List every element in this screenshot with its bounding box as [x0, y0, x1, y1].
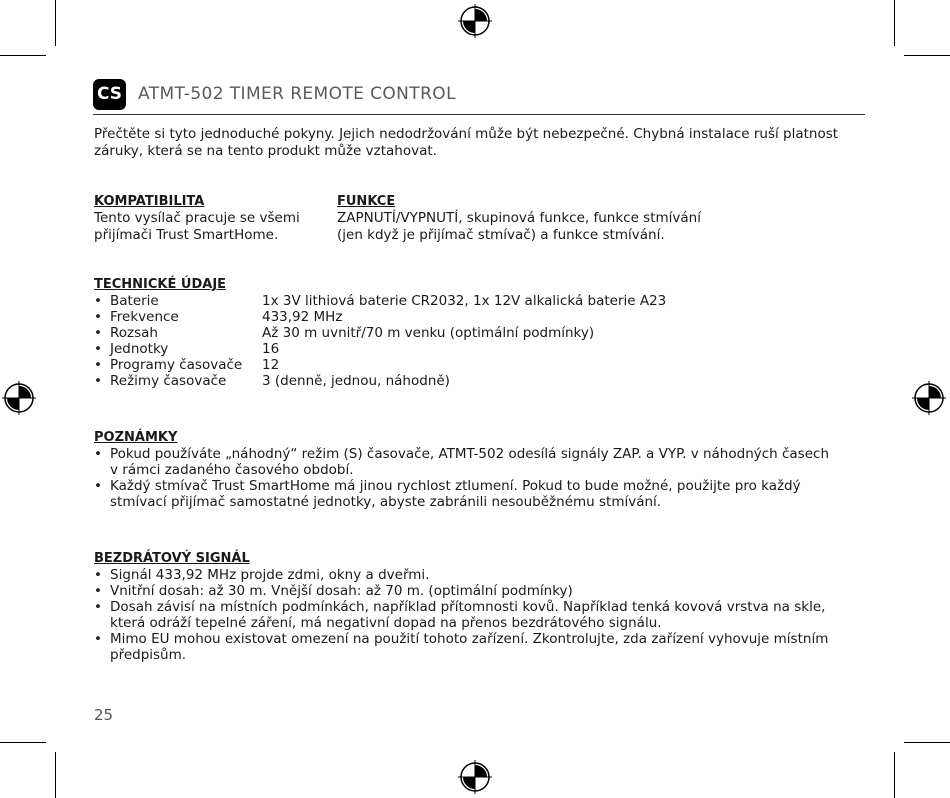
page-number: 25 [94, 706, 114, 724]
specs-list [94, 293, 667, 389]
wireless-list [94, 567, 834, 663]
spec-item [94, 293, 667, 309]
registration-mark-icon [912, 381, 946, 415]
spec-label: Baterie [110, 293, 159, 309]
functions-text [337, 210, 701, 243]
wireless-item: • Dosah závisí na místních podmínkách, například přítomnosti kovů. Například tenká kovová vrstva na skle, která odráží tepelné záření, má negativní dopad na přenos bezdrátového signálu. [94, 599, 834, 631]
wireless-item: • Vnitřní dosah: až 30 m. Vnější dosah: až 70 m. (optimální podmínky) [94, 583, 834, 599]
document-title: ATMT-502 TIMER REMOTE CONTROL [138, 84, 456, 104]
registration-mark-icon [458, 4, 492, 38]
registration-mark-icon [458, 760, 492, 794]
wireless-item: • Mimo EU mohou existovat omezení na použití tohoto zařízení. Zkontrolujte, zda zařízení vyhovuje místním předpisům. [94, 631, 834, 663]
spec-item [94, 325, 595, 341]
specs-heading: TECHNICKÉ ÚDAJE [94, 277, 227, 292]
crop-mark-top-left-vertical [55, 0, 56, 46]
registration-mark-icon [2, 381, 36, 415]
language-badge: CS [93, 79, 126, 110]
compatibility-text [94, 210, 300, 243]
functions-heading: FUNKCE [337, 194, 396, 209]
spec-item [94, 309, 343, 325]
spec-item [94, 357, 280, 373]
spec-label: Programy časovače [110, 357, 243, 373]
note-item: • Pokud používáte „náhodný“ režim (S) časovače, ATMT-502 odesílá signály ZAP. a VYP. v náhodných časech v rámci zadaného časového období. [94, 446, 834, 478]
spec-label: Jednotky [110, 341, 169, 357]
functions-line: (jen když je přijímač stmívač) a funkce stmívání. [337, 226, 665, 243]
title-divider [93, 114, 865, 115]
note-item: • Každý stmívač Trust SmartHome má jinou rychlost ztlumení. Pokud to bude možné, použijte pro každý stmívací přijímač samostatné jednotky, abyste zabránili nesouběžnému stmívání. [94, 478, 834, 510]
compatibility-line: Tento vysílač pracuje se všemi [94, 210, 300, 226]
spec-value: 3 (denně, jednou, náhodně) [262, 373, 450, 389]
spec-value: 16 [262, 341, 280, 357]
spec-item [94, 373, 450, 389]
spec-label: Rozsah [110, 325, 158, 341]
crop-mark-bottom-right-horizontal [904, 742, 950, 743]
intro-paragraph: Přečtěte si tyto jednoduché pokyny. Jejich nedodržování může být nebezpečné. Chybná instalace ruší platnost záruky, která se na tento produkt může vztahovat. [94, 126, 839, 159]
crop-mark-bottom-right-vertical [894, 752, 895, 798]
wireless-heading: BEZDRÁTOVÝ SIGNÁL [94, 551, 250, 566]
spec-label: Frekvence [110, 309, 179, 325]
notes-list [94, 446, 834, 510]
spec-value: 12 [262, 357, 280, 373]
crop-mark-top-right-vertical [894, 0, 895, 46]
functions-line: ZAPNUTÍ/VYPNUTÍ, skupinová funkce, funkce stmívání [337, 210, 701, 226]
spec-value: 433,92 MHz [262, 309, 343, 325]
spec-value: 1x 3V lithiová baterie CR2032, 1x 12V alkalická baterie A23 [262, 293, 667, 309]
notes-heading: POZNÁMKY [94, 430, 178, 445]
crop-mark-top-left-horizontal [0, 55, 46, 56]
compatibility-heading: KOMPATIBILITA [94, 194, 205, 209]
spec-item [94, 341, 280, 357]
crop-mark-top-right-horizontal [904, 55, 950, 56]
wireless-item: • Signál 433,92 MHz projde zdmi, okny a dveřmi. [94, 567, 834, 583]
compatibility-line: přijímači Trust SmartHome. [94, 226, 279, 243]
crop-mark-bottom-left-vertical [55, 752, 56, 798]
spec-value: Až 30 m uvnitř/70 m venku (optimální podmínky) [262, 325, 595, 341]
crop-mark-bottom-left-horizontal [0, 742, 46, 743]
spec-label: Režimy časovače [110, 373, 227, 389]
